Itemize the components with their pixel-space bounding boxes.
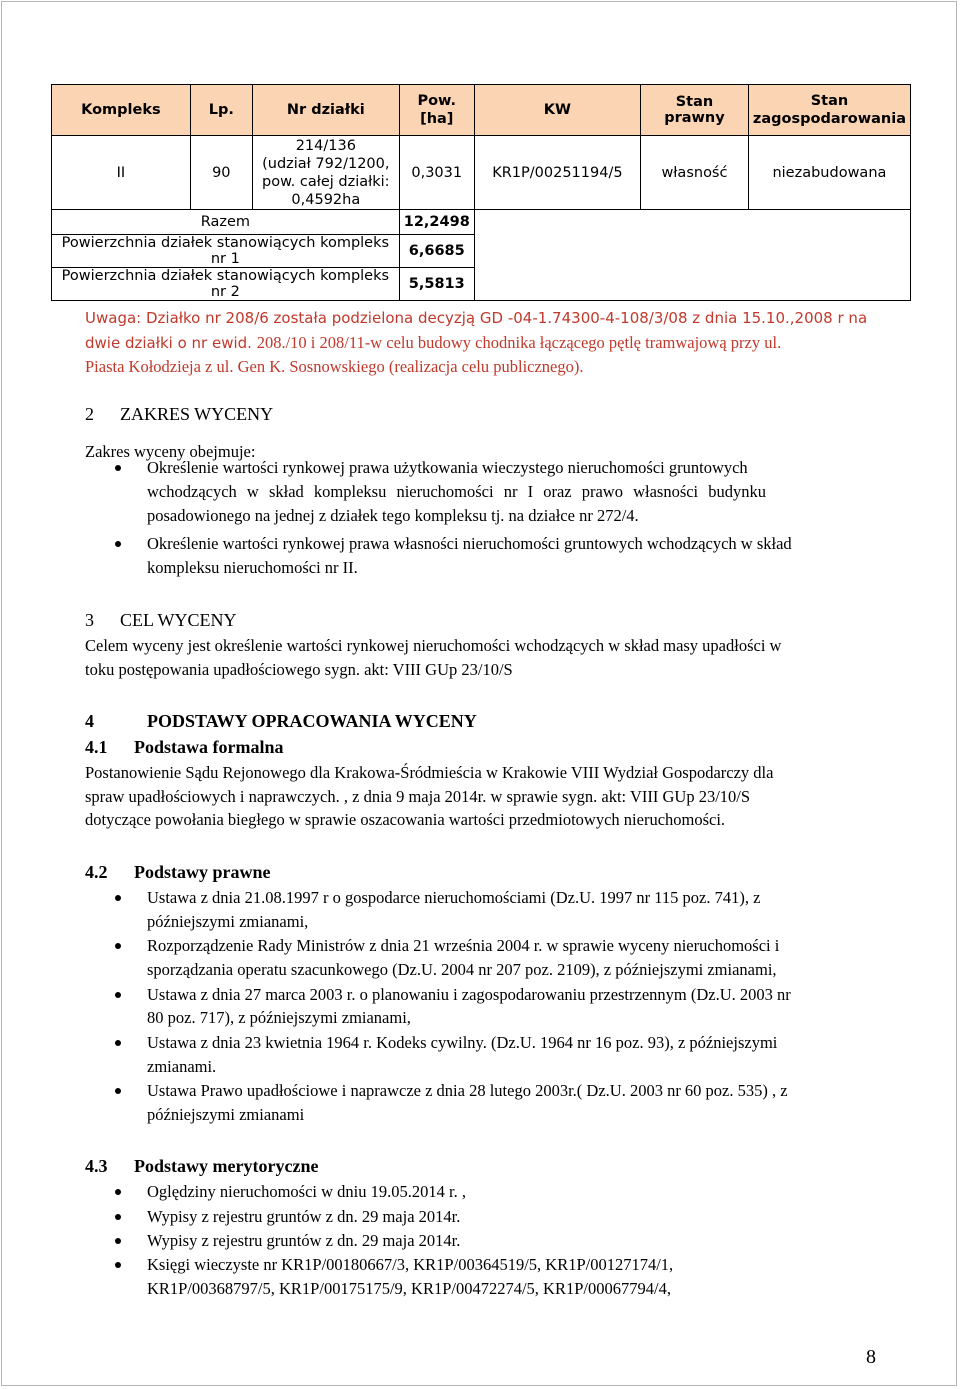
bullet-line bbox=[147, 482, 876, 502]
bullet-line: 80 poz. 717), z późniejszymi zmianami, bbox=[147, 1008, 411, 1027]
section-number: 3 bbox=[85, 610, 94, 630]
bullet-line: późniejszymi zmianami, bbox=[147, 912, 309, 931]
note-line: Uwaga: Działko nr 208/6 została podzielona decyzją GD -04-1.74300-4-108/3/08 z dnia 15.10.,2008 r na bbox=[85, 309, 868, 327]
bullet-line: Wypisy z rejestru gruntów z dn. 29 maja 2014r. bbox=[147, 1231, 461, 1250]
summary-label: Razem bbox=[52, 210, 400, 235]
summary-label: Powierzchnia działek stanowiących kompleks nr 1 bbox=[52, 235, 400, 268]
cell-kw: KR1P/00251194/5 bbox=[474, 136, 640, 210]
col-header-kompleks: Kompleks bbox=[52, 85, 191, 136]
bullet-line: późniejszymi zmianami bbox=[147, 1105, 305, 1124]
note-line-part: dwie działki o nr ewid. bbox=[85, 334, 252, 352]
note-line bbox=[85, 333, 781, 353]
bullet-dot bbox=[115, 1262, 121, 1268]
section-text-line: spraw upadłościowych i naprawczych. , z dnia 9 maja 2014r. w sprawie sygn. akt: VIII GUp 23/10/S bbox=[85, 787, 751, 806]
bullet-line: Rozporządzenie Rady Ministrów z dnia 21 września 2004 r. w sprawie wyceny nieruchomości i bbox=[147, 936, 780, 955]
bullet-line-text: wchodzących w skład kompleksu nieruchomości nr I oraz prawo własności budynku bbox=[147, 482, 767, 501]
bullet-line: posadowionego na jednej z działek tego kompleksu tj. na działce nr 272/4. bbox=[147, 506, 639, 525]
bullet-line: Księgi wieczyste nr KR1P/00180667/3, KR1P/00364519/5, KR1P/00127174/1, bbox=[147, 1255, 674, 1274]
bullet-dot bbox=[115, 992, 121, 998]
plots-table bbox=[51, 84, 911, 301]
summary-row bbox=[52, 210, 911, 235]
bullet-dot bbox=[115, 465, 121, 471]
page-number: 8 bbox=[866, 1346, 876, 1368]
summary-value: 6,6685 bbox=[399, 235, 474, 268]
col-header-kw: KW bbox=[474, 85, 640, 136]
cell-nr-dzialki-line: (udział 792/1200, bbox=[262, 155, 390, 172]
bullet-dot bbox=[115, 1088, 121, 1094]
section-number: 4 bbox=[85, 711, 94, 731]
cell-kompleks: II bbox=[52, 136, 191, 210]
bullet-dot bbox=[115, 1214, 121, 1220]
section-intro: Zakres wyceny obejmuje: bbox=[85, 442, 256, 461]
col-header-stan-zagosp: Stan zagospodarowania bbox=[748, 85, 910, 136]
bullet-dot bbox=[115, 895, 121, 901]
cell-nr-dzialki-line: 0,4592ha bbox=[291, 191, 361, 208]
col-header-stan-prawny: Stan prawny bbox=[641, 85, 749, 136]
bullet-line: zmianami. bbox=[147, 1057, 217, 1076]
col-header-lp: Lp. bbox=[190, 85, 252, 136]
cell-stan-zagosp: niezabudowana bbox=[748, 136, 910, 210]
subsection-title: Podstawy prawne bbox=[134, 862, 271, 882]
bullet-line-text: Określenie wartości rynkowej prawa użytkowania wieczystego nieruchomości gruntowych bbox=[147, 458, 748, 477]
summary-value: 12,2498 bbox=[399, 210, 474, 235]
cell-nr-dzialki-line: 214/136 bbox=[295, 137, 356, 154]
bullet-line: Wypisy z rejestru gruntów z dn. 29 maja 2014r. bbox=[147, 1207, 461, 1226]
cell-nr-dzialki bbox=[252, 136, 399, 210]
cell-nr-dzialki-line: pow. całej działki: bbox=[262, 173, 390, 190]
section-title: CEL WYCENY bbox=[120, 610, 237, 630]
subsection-title: Podstawy merytoryczne bbox=[134, 1156, 319, 1176]
note-line: Piasta Kołodzieja z ul. Gen K. Sosnowskiego (realizacja celu publicznego). bbox=[85, 357, 584, 376]
subsection-number: 4.2 bbox=[85, 862, 108, 882]
cell-stan-prawny: własność bbox=[641, 136, 749, 210]
table-header-row bbox=[52, 85, 911, 136]
bullet-dot bbox=[115, 1238, 121, 1244]
bullet-line: Ustawa z dnia 23 kwietnia 1964 r. Kodeks cywilny. (Dz.U. 1964 nr 16 poz. 93), z późniejszymi bbox=[147, 1033, 778, 1052]
bullet-dot bbox=[115, 943, 121, 949]
bullet-line: sporządzania operatu szacunkowego (Dz.U. 2004 nr 207 poz. 2109), z późniejszymi zmianami, bbox=[147, 960, 777, 979]
section-text-line: dotyczące powołania biegłego w sprawie oszacowania wartości przedmiotowych nieruchomości. bbox=[85, 810, 726, 829]
cell-lp: 90 bbox=[190, 136, 252, 210]
bullet-line: kompleksu nieruchomości nr II. bbox=[147, 558, 358, 577]
bullet-dot bbox=[115, 1189, 121, 1195]
note-line-part: 208./10 i 208/11-w celu budowy chodnika łączącego pętlę tramwajową przy ul. bbox=[256, 333, 782, 352]
section-text-line: toku postępowania upadłościowego sygn. akt: VIII GUp 23/10/S bbox=[85, 660, 513, 679]
bullet-line: Ustawa z dnia 21.08.1997 r o gospodarce nieruchomościami (Dz.U. 1997 nr 115 poz. 741), z bbox=[147, 888, 761, 907]
col-header-pow: Pow. [ha] bbox=[399, 85, 474, 136]
summary-blank bbox=[474, 210, 910, 301]
bullet-dot bbox=[115, 541, 121, 547]
cell-pow: 0,3031 bbox=[399, 136, 474, 210]
summary-value: 5,5813 bbox=[399, 268, 474, 301]
subsection-number: 4.1 bbox=[85, 737, 108, 757]
bullet-line: Oględziny nieruchomości w dniu 19.05.2014 r. , bbox=[147, 1182, 466, 1201]
bullet-line: Ustawa Prawo upadłościowe i naprawcze z dnia 28 lutego 2003r.( Dz.U. 2003 nr 60 poz. 535) , z bbox=[147, 1081, 788, 1100]
subsection-number: 4.3 bbox=[85, 1156, 108, 1176]
subsection-title: Podstawa formalna bbox=[134, 737, 284, 757]
bullet-line: KR1P/00368797/5, KR1P/00175175/9, KR1P/00472274/5, KR1P/00067794/4, bbox=[147, 1279, 671, 1298]
bullet-line: Ustawa z dnia 27 marca 2003 r. o planowaniu i zagospodarowaniu przestrzennym (Dz.U. 2003 nr bbox=[147, 985, 791, 1004]
bullet-line: Określenie wartości rynkowej prawa własności nieruchomości gruntowych wchodzących w skład bbox=[147, 534, 792, 553]
col-header-nr-dzialki: Nr działki bbox=[252, 85, 399, 136]
summary-label: Powierzchnia działek stanowiących kompleks nr 2 bbox=[52, 268, 400, 301]
section-number: 2 bbox=[85, 404, 94, 424]
table-row bbox=[52, 136, 911, 210]
section-text-line: Postanowienie Sądu Rejonowego dla Krakowa-Śródmieścia w Krakowie VIII Wydział Gospodarczy dla bbox=[85, 763, 774, 782]
section-title: PODSTAWY OPRACOWANIA WYCENY bbox=[147, 711, 477, 731]
bullet-dot bbox=[115, 1040, 121, 1046]
section-title: ZAKRES WYCENY bbox=[120, 404, 274, 424]
bullet-line bbox=[147, 458, 876, 478]
section-text-line: Celem wyceny jest określenie wartości rynkowej nieruchomości wchodzących w skład masy upadłości w bbox=[85, 636, 782, 655]
